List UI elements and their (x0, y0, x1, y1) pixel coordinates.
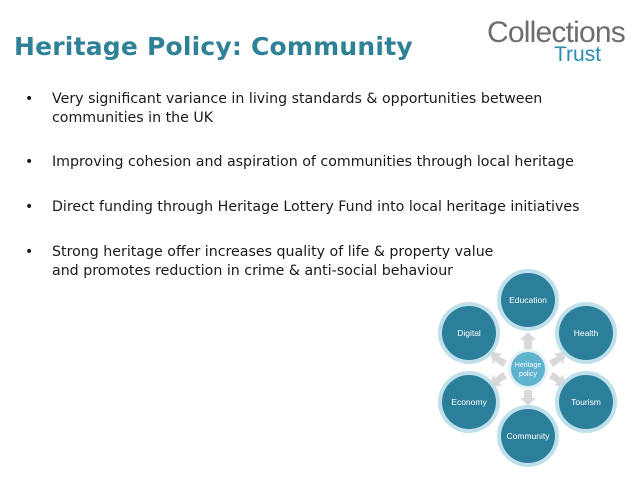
node-label: Economy (451, 397, 487, 407)
bullet-text-line: communities in the UK (52, 110, 214, 126)
node-center-heritage-policy (508, 349, 548, 389)
node-tourism (555, 371, 617, 433)
center-label-line: Heritage (514, 362, 542, 369)
center-label-line: policy (519, 371, 537, 378)
node-education (497, 269, 559, 331)
bullet-text-line: • Direct funding through Heritage Lottery Fund into local heritage initiatives (52, 199, 580, 215)
logo-word-collections: Collections (487, 16, 625, 49)
node-label: Education (509, 295, 547, 305)
bullet-text-line: and promotes reduction in crime & anti-social behaviour (52, 263, 454, 279)
bullet-text-line: • Very significant variance in living standards & opportunities between (52, 91, 543, 107)
node-health (555, 302, 617, 364)
node-label: Digital (457, 328, 481, 338)
node-economy (438, 371, 500, 433)
node-label: Tourism (571, 397, 601, 407)
bullet-text-line: • Strong heritage offer increases quality of life & property value (52, 244, 494, 260)
node-community (497, 405, 559, 467)
bullet-text-line: • Improving cohesion and aspiration of communities through local heritage (52, 154, 574, 170)
logo-word-trust: Trust (554, 43, 602, 66)
node-label: Community (506, 431, 550, 441)
slide-title: Heritage Policy: Community (14, 32, 413, 61)
arrow-to-digital (490, 351, 507, 367)
node-digital (438, 302, 500, 364)
arrow-to-community (520, 390, 536, 406)
arrow-to-education (520, 332, 536, 349)
node-label: Health (573, 328, 599, 338)
